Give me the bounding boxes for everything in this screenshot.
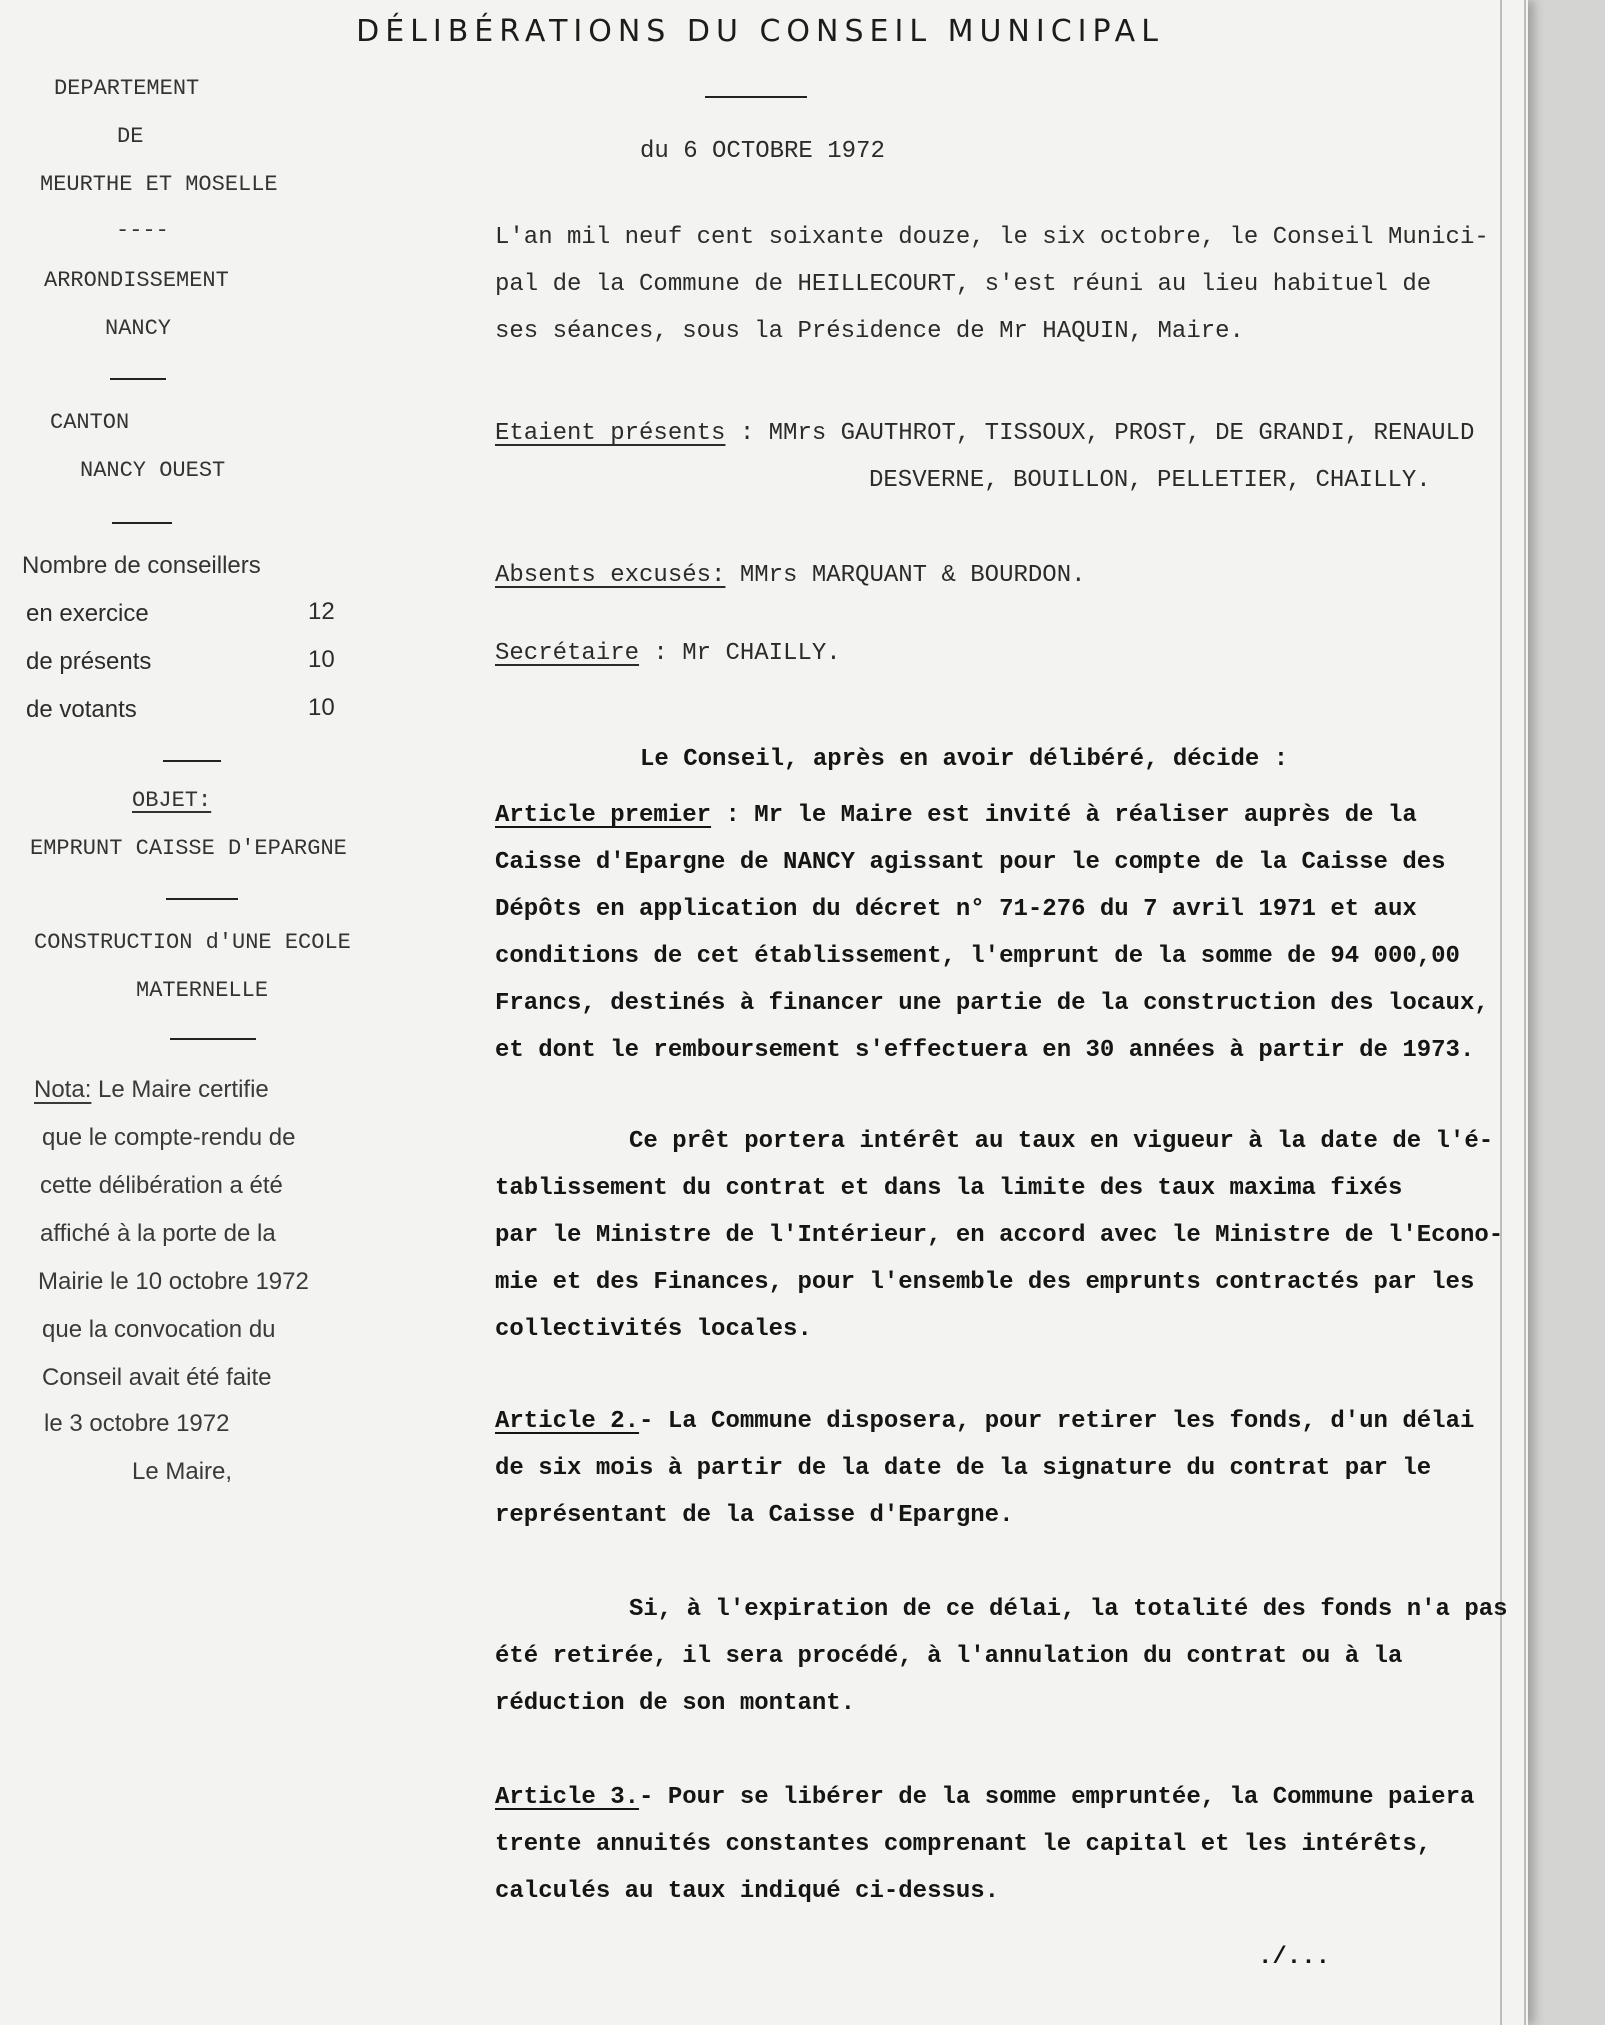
- paragraph-line: et dont le remboursement s'effectuera en 30 années à partir de 1973.: [495, 1037, 1475, 1064]
- objet-emprunt: EMPRUNT CAISSE D'EPARGNE: [30, 836, 347, 861]
- nota-line: cette délibération a été: [40, 1172, 283, 1199]
- nota-line: Conseil avait été faite: [42, 1364, 272, 1391]
- continued-marker: [1258, 1934, 1358, 1981]
- paragraph-line: de six mois à partir de la date de la signature du contrat par le: [495, 1455, 1432, 1482]
- paragraph-line: été retirée, il sera procédé, à l'annulation du contrat ou à la: [495, 1643, 1403, 1670]
- nombre-conseillers-label: Nombre de conseillers: [22, 552, 261, 579]
- paragraph-line: : Mr le Maire est invité à réaliser auprès de la: [711, 802, 1417, 829]
- absents-line: [495, 552, 1525, 599]
- absents-names: MMrs MARQUANT & BOURDON.: [725, 562, 1086, 589]
- absents-label: Absents excusés:: [495, 562, 726, 589]
- paragraph-line: Francs, destinés à financer une partie de la construction des locaux,: [495, 990, 1489, 1017]
- count-value: 10: [308, 646, 335, 673]
- meeting-date: [640, 128, 1605, 175]
- paragraph-line: - Pour se libérer de la somme empruntée, la Commune paiera: [639, 1784, 1475, 1811]
- objet-maternelle: MATERNELLE: [136, 978, 269, 1003]
- count-value: 12: [308, 598, 335, 625]
- canton-label: CANTON: [50, 410, 130, 435]
- paragraph-line: conditions de cet établissement, l'emprunt de la somme de 94 000,00: [495, 943, 1460, 970]
- nota-line: que le compte-rendu de: [42, 1124, 296, 1151]
- paragraph-line: trente annuités constantes comprenant le capital et les intérêts,: [495, 1831, 1432, 1858]
- paragraph-line: Caisse d'Epargne de NANCY agissant pour le compte de la Caisse des: [495, 849, 1446, 876]
- presents-block: [495, 410, 1525, 504]
- nota-label: Nota:: [34, 1076, 92, 1103]
- nota-line: Mairie le 10 octobre 1972: [38, 1268, 309, 1295]
- presents-label: Etaient présents: [495, 420, 726, 447]
- de-label: DE: [117, 124, 144, 149]
- left-divider-5: [170, 1038, 256, 1040]
- paragraph-line: tablissement du contrat et dans la limite des taux maxima fixés: [495, 1175, 1403, 1202]
- left-divider-1: [110, 378, 166, 380]
- decide-text: Le Conseil, après en avoir délibéré, décide :: [640, 746, 1289, 773]
- secretaire-label: Secrétaire: [495, 640, 640, 667]
- pret-paragraph: [495, 1118, 1525, 1353]
- paragraph-line: mie et des Finances, pour l'ensemble des emprunts contractés par les: [495, 1269, 1475, 1296]
- article-1-label: Article premier: [495, 802, 712, 829]
- article-2: [495, 1398, 1525, 1539]
- article-2-label: Article 2.: [495, 1408, 640, 1435]
- decision-heading: [640, 736, 1605, 783]
- count-label: de votants: [26, 696, 137, 723]
- paragraph-line: réduction de son montant.: [495, 1690, 856, 1717]
- secretaire-name: : Mr CHAILLY.: [639, 640, 841, 667]
- paragraph-line: pal de la Commune de HEILLECOURT, s'est réuni au lieu habituel de: [495, 271, 1432, 298]
- left-divider-2: [112, 522, 172, 524]
- presents-names-cont: DESVERNE, BOUILLON, PELLETIER, CHAILLY.: [869, 467, 1431, 494]
- nota-text: Le Maire certifie: [91, 1076, 269, 1103]
- count-label: en exercice: [26, 600, 149, 627]
- article-3-label: Article 3.: [495, 1784, 640, 1811]
- arrondissement-label: ARRONDISSEMENT: [44, 268, 229, 293]
- paragraph-line: - La Commune disposera, pour retirer les fonds, d'un délai: [639, 1408, 1475, 1435]
- paragraph-line: représentant de la Caisse d'Epargne.: [495, 1502, 1014, 1529]
- secretaire-line: [495, 630, 1525, 677]
- count-label: de présents: [26, 648, 152, 675]
- paragraph-line: ses séances, sous la Présidence de Mr HAQUIN, Maire.: [495, 318, 1244, 345]
- title-divider: [705, 96, 807, 98]
- departement-label: DEPARTEMENT: [54, 76, 200, 101]
- intro-paragraph: [495, 214, 1525, 355]
- paragraph-line: Dépôts en application du décret n° 71-276 du 7 avril 1971 et aux: [495, 896, 1417, 923]
- presents-names: : MMrs GAUTHROT, TISSOUX, PROST, DE GRANDI, RENAULD: [725, 420, 1475, 447]
- left-divider-4: [166, 898, 238, 900]
- objet-construction: CONSTRUCTION d'UNE ECOLE: [34, 930, 351, 955]
- document-title: DÉLIBÉRATIONS DU CONSEIL MUNICIPAL: [356, 14, 1164, 49]
- nota-line: le 3 octobre 1972: [44, 1410, 230, 1437]
- nancy-ouest-label: NANCY OUEST: [80, 458, 226, 483]
- objet-heading: OBJET:: [132, 788, 212, 813]
- continued-text: ./...: [1258, 1944, 1331, 1971]
- paragraph-line: Ce prêt portera intérêt au taux en vigueur à la date de l'é-: [629, 1128, 1494, 1155]
- nota-line: [34, 1066, 269, 1113]
- nota-line: que la convocation du: [42, 1316, 276, 1343]
- meurthe-label: MEURTHE ET MOSELLE: [40, 172, 278, 197]
- left-divider-3: [163, 760, 221, 762]
- paragraph-line: collectivités locales.: [495, 1316, 812, 1343]
- article-1: [495, 792, 1525, 1074]
- paragraph-line: calculés au taux indiqué ci-dessus.: [495, 1878, 1000, 1905]
- nota-line: affiché à la porte de la: [40, 1220, 276, 1247]
- paragraph-line: par le Ministre de l'Intérieur, en accord avec le Ministre de l'Econo-: [495, 1222, 1504, 1249]
- dash-separator: ----: [116, 218, 169, 243]
- si-paragraph: [495, 1586, 1525, 1727]
- nancy-label: NANCY: [105, 316, 172, 341]
- paragraph-line: Si, à l'expiration de ce délai, la totalité des fonds n'a pas: [629, 1596, 1508, 1623]
- nota-signature-line: Le Maire,: [132, 1458, 233, 1485]
- date-text: du 6 OCTOBRE 1972: [640, 138, 885, 165]
- count-value: 10: [308, 694, 335, 721]
- article-3: [495, 1774, 1525, 1915]
- paragraph-line: L'an mil neuf cent soixante douze, le six octobre, le Conseil Munici-: [495, 224, 1489, 251]
